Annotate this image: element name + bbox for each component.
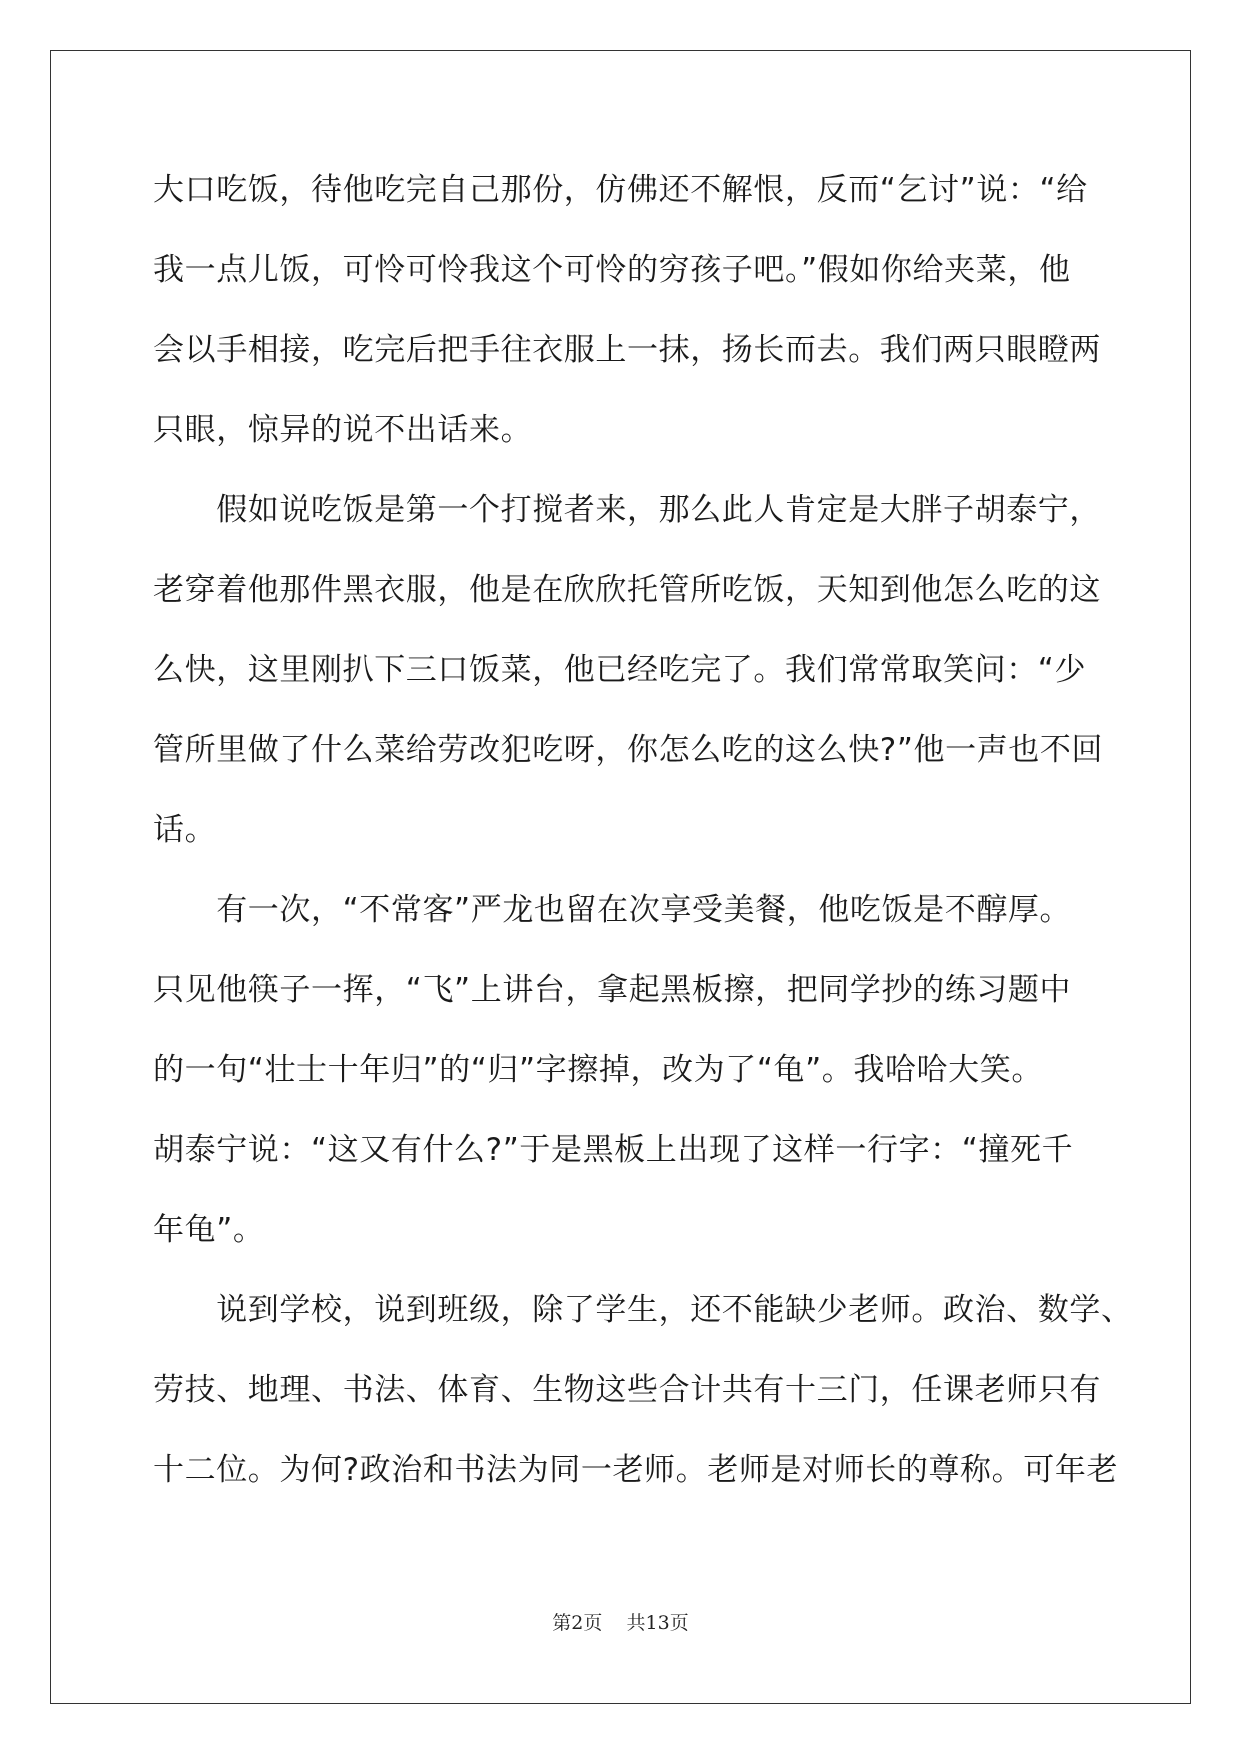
footer-spacer: [602, 1612, 626, 1634]
text-line: 老穿着他那件黑衣服，他是在欣欣托管所吃饭，天知到他怎么吃的这: [153, 572, 1101, 608]
text-line: 么快，这里刚扒下三口饭菜，他已经吃完了。我们常常取笑问：“少: [153, 652, 1087, 688]
page-number: 第2页: [552, 1612, 603, 1634]
text-line: 劳技、地理、书法、体育、生物这些合计共有十三门，任课老师只有: [153, 1372, 1101, 1408]
page-total: 共13页: [626, 1612, 689, 1634]
text-line: 我一点儿饭，可怜可怜我这个可怜的穷孩子吧。”假如你给夹菜，他: [153, 252, 1071, 288]
text-line: 有一次，“不常客”严龙也留在次享受美餐，他吃饭是不醇厚。: [153, 892, 1072, 928]
page-footer: [0, 1611, 1241, 1635]
text-line: 大口吃饭，待他吃完自己那份，仿佛还不解恨，反而“乞讨”说：“给: [153, 172, 1088, 208]
text-line: 十二位。为何?政治和书法为同一老师。老师是对师长的尊称。可年老: [153, 1452, 1119, 1488]
text-line: 胡泰宁说：“这又有什么?”于是黑板上出现了这样一行字：“撞死千: [153, 1132, 1074, 1168]
text-line: 只眼，惊异的说不出话来。: [153, 412, 533, 448]
text-line: 会以手相接，吃完后把手往衣服上一抹，扬长而去。我们两只眼瞪两: [153, 332, 1101, 368]
text-line: 年龟”。: [153, 1212, 265, 1248]
text-line: 说到学校，说到班级，除了学生，还不能缺少老师。政治、数学、: [153, 1292, 1133, 1328]
text-line: 假如说吃饭是第一个打搅者来，那么此人肯定是大胖子胡泰宁，: [153, 492, 1101, 528]
text-line: 话。: [153, 812, 217, 848]
text-line: 只见他筷子一挥，“飞”上讲台，拿起黑板擦，把同学抄的练习题中: [153, 972, 1072, 1008]
text-line: 的一句“壮士十年归”的“归”字擦掉，改为了“龟”。我哈哈大笑。: [153, 1052, 1043, 1088]
text-line: 管所里做了什么菜给劳改犯吃呀，你怎么吃的这么快?”他一声也不回: [153, 732, 1104, 768]
